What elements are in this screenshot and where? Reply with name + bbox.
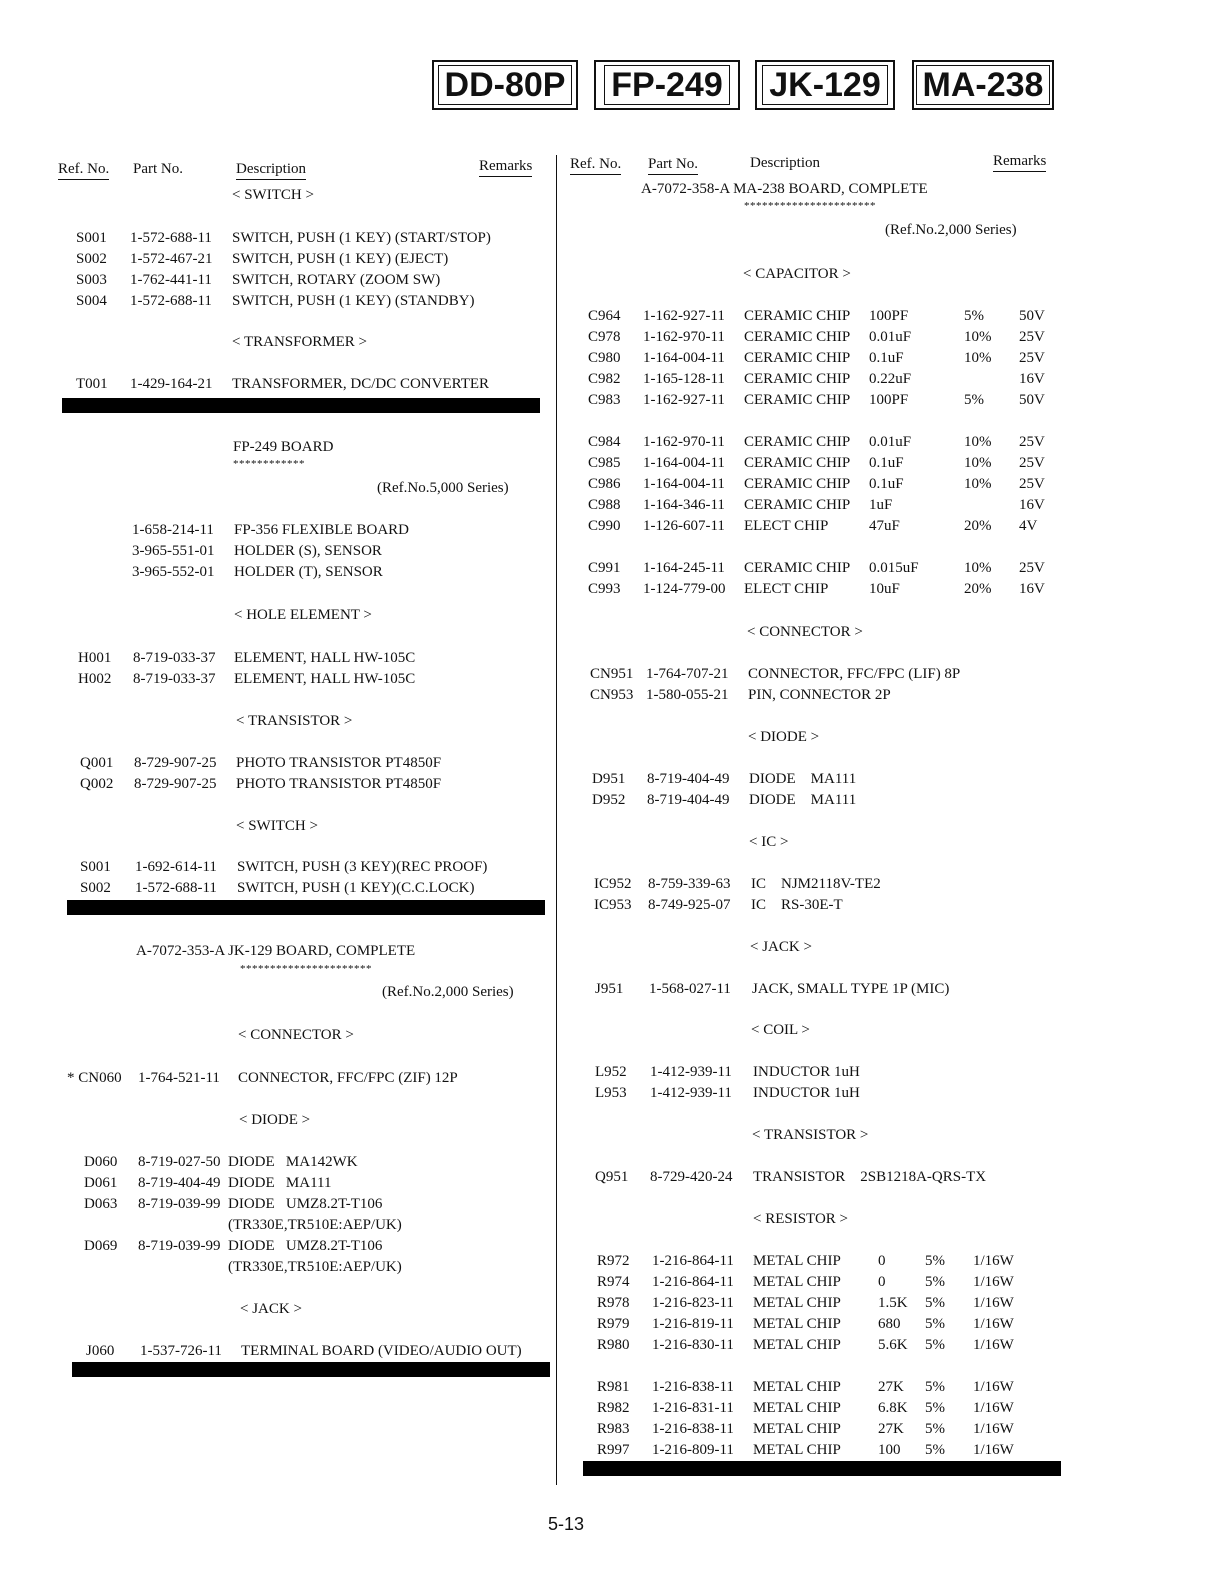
part-row-cell: S001 (80, 859, 111, 875)
part-row-cell: 1-764-521-11 (138, 1070, 220, 1086)
board-title-underline: ************ (233, 458, 305, 470)
capacitor-cell: 5% (964, 308, 984, 324)
resistor-cell: 5% (925, 1295, 945, 1311)
capacitor-cell: 20% (964, 518, 992, 534)
part-row-cell: PIN, CONNECTOR 2P (748, 687, 891, 703)
part-row-cell: 1-572-688-11 (135, 880, 217, 896)
capacitor-cell: CERAMIC CHIP (744, 560, 851, 576)
resistor-cell: R983 (597, 1421, 630, 1437)
part-row-cell: 1-572-467-21 (130, 251, 213, 267)
part-row-cell: INDUCTOR 1uH (753, 1064, 860, 1080)
section-heading: < JACK > (240, 1301, 302, 1317)
resistor-cell: 1/16W (973, 1379, 1014, 1395)
resistor-cell: METAL CHIP (753, 1295, 841, 1311)
capacitor-cell: C964 (588, 308, 621, 324)
right-col-part-header: Part No. (648, 156, 698, 175)
resistor-cell: R982 (597, 1400, 630, 1416)
board-title-underline: ********************** (744, 200, 876, 212)
resistor-cell: 5% (925, 1400, 945, 1416)
capacitor-cell: 0.1uF (869, 350, 904, 366)
part-row-cell: SWITCH, ROTARY (ZOOM SW) (232, 272, 441, 288)
resistor-cell: 1-216-809-11 (652, 1442, 734, 1458)
capacitor-cell: 1uF (869, 497, 893, 513)
part-row-cell: 3-965-551-01 (132, 543, 215, 559)
capacitor-cell: 16V (1019, 497, 1045, 513)
resistor-cell: R978 (597, 1295, 630, 1311)
capacitor-cell: 1-165-128-11 (643, 371, 725, 387)
section-heading: < TRANSISTOR > (752, 1127, 869, 1143)
part-row-cell: 8-719-039-99 (138, 1238, 221, 1254)
capacitor-cell: 1-164-004-11 (643, 350, 725, 366)
board-title: A-7072-353-A JK-129 BOARD, COMPLETE (136, 943, 416, 959)
part-row-cell: CN953 (590, 687, 634, 703)
resistor-cell: 100 (878, 1442, 901, 1458)
left-col-desc-header: Description (236, 161, 306, 180)
board-title-underline: ********************** (240, 963, 372, 975)
resistor-cell: METAL CHIP (753, 1442, 841, 1458)
part-row-cell: INDUCTOR 1uH (753, 1085, 860, 1101)
part-row-cell: 8-729-907-25 (134, 755, 217, 771)
capacitor-cell: ELECT CHIP (744, 581, 829, 597)
resistor-cell: 1/16W (973, 1274, 1014, 1290)
part-row-cell: JACK, SMALL TYPE 1P (MIC) (752, 981, 950, 997)
resistor-cell: 1-216-823-11 (652, 1295, 734, 1311)
part-row-cell: PHOTO TRANSISTOR PT4850F (236, 755, 442, 771)
capacitor-cell: C991 (588, 560, 621, 576)
series-note: (Ref.No.2,000 Series) (382, 984, 514, 1000)
capacitor-cell: 1-124-779-00 (643, 581, 726, 597)
resistor-cell: 0 (878, 1253, 886, 1269)
resistor-cell: METAL CHIP (753, 1274, 841, 1290)
part-row-cell: 8-719-033-37 (133, 650, 216, 666)
part-row-cell: IC953 (594, 897, 632, 913)
series-note: (Ref.No.2,000 Series) (885, 222, 1017, 238)
resistor-cell: METAL CHIP (753, 1316, 841, 1332)
left-col-ref-header: Ref. No. (58, 161, 109, 180)
capacitor-cell: 0.01uF (869, 434, 912, 450)
resistor-cell: 1-216-864-11 (652, 1253, 734, 1269)
board-title: A-7072-358-A MA-238 BOARD, COMPLETE (641, 181, 928, 197)
section-separator-bar (67, 900, 545, 915)
capacitor-cell: C984 (588, 434, 621, 450)
resistor-cell: 1-216-838-11 (652, 1421, 734, 1437)
part-row-cell: TERMINAL BOARD (VIDEO/AUDIO OUT) (241, 1343, 522, 1359)
capacitor-cell: 10uF (869, 581, 900, 597)
capacitor-cell: CERAMIC CHIP (744, 308, 851, 324)
model-badge-fp249: FP-249 (594, 60, 740, 110)
capacitor-cell: 16V (1019, 581, 1045, 597)
part-row-cell: IC RS-30E-T (751, 897, 843, 913)
part-row-cell: L953 (595, 1085, 627, 1101)
part-row-cell: 8-749-925-07 (648, 897, 731, 913)
resistor-cell: R997 (597, 1442, 630, 1458)
capacitor-cell: CERAMIC CHIP (744, 455, 851, 471)
part-row-cell: 1-572-688-11 (130, 230, 212, 246)
part-row-cell: 8-719-027-50 (138, 1154, 221, 1170)
capacitor-cell: 25V (1019, 560, 1045, 576)
part-row-cell: 8-719-039-99 (138, 1196, 221, 1212)
resistor-cell: 5% (925, 1337, 945, 1353)
capacitor-cell: CERAMIC CHIP (744, 392, 851, 408)
board-title: FP-249 BOARD (233, 439, 334, 455)
capacitor-cell: C983 (588, 392, 621, 408)
part-row-cell: 8-729-907-25 (134, 776, 217, 792)
part-row-cell: SWITCH, PUSH (1 KEY) (EJECT) (232, 251, 449, 267)
resistor-cell: 1/16W (973, 1295, 1014, 1311)
resistor-cell: METAL CHIP (753, 1337, 841, 1353)
section-heading: < DIODE > (748, 729, 820, 745)
section-separator-bar (583, 1461, 1061, 1476)
resistor-cell: 1.5K (878, 1295, 908, 1311)
resistor-cell: 5% (925, 1442, 945, 1458)
section-heading: < DIODE > (239, 1112, 311, 1128)
part-row-cell: S001 (76, 230, 107, 246)
capacitor-cell: 50V (1019, 392, 1045, 408)
part-row-cell: CONNECTOR, FFC/FPC (LIF) 8P (748, 666, 961, 682)
part-row-cell: 1-692-614-11 (135, 859, 217, 875)
resistor-cell: 27K (878, 1379, 904, 1395)
part-row-cell: PHOTO TRANSISTOR PT4850F (236, 776, 442, 792)
part-row-cell: Q001 (80, 755, 114, 771)
part-row-cell: Q002 (80, 776, 114, 792)
section-heading: < HOLE ELEMENT > (234, 607, 372, 623)
capacitor-cell: 1-164-245-11 (643, 560, 725, 576)
resistor-cell: METAL CHIP (753, 1379, 841, 1395)
part-row-cell: 8-719-404-49 (647, 792, 730, 808)
part-row-cell: 1-762-441-11 (130, 272, 212, 288)
part-row-cell: DIODE MA111 (749, 771, 857, 787)
capacitor-cell: ELECT CHIP (744, 518, 829, 534)
part-row-cell: CN951 (590, 666, 634, 682)
part-row-cell: ELEMENT, HALL HW-105C (234, 650, 416, 666)
resistor-cell: R979 (597, 1316, 630, 1332)
capacitor-cell: 25V (1019, 455, 1045, 471)
left-col-remarks-header: Remarks (479, 158, 532, 177)
resistor-cell: 1/16W (973, 1337, 1014, 1353)
capacitor-cell: 5% (964, 392, 984, 408)
resistor-cell: R972 (597, 1253, 630, 1269)
capacitor-cell: 25V (1019, 434, 1045, 450)
part-row-cell: Q951 (595, 1169, 629, 1185)
capacitor-cell: 1-164-004-11 (643, 476, 725, 492)
part-row-cell: 1-537-726-11 (140, 1343, 222, 1359)
capacitor-cell: 0.01uF (869, 329, 912, 345)
right-col-desc-header: Description (750, 155, 820, 171)
capacitor-cell: 25V (1019, 476, 1045, 492)
part-row-cell: HOLDER (S), SENSOR (234, 543, 382, 559)
resistor-cell: 1-216-830-11 (652, 1337, 734, 1353)
part-row-cell: J060 (86, 1343, 115, 1359)
resistor-cell: 1-216-864-11 (652, 1274, 734, 1290)
part-row-cell: IC NJM2118V-TE2 (751, 876, 881, 892)
part-row-cell: L952 (595, 1064, 627, 1080)
capacitor-cell: C990 (588, 518, 621, 534)
section-heading: < RESISTOR > (753, 1211, 848, 1227)
capacitor-cell: C986 (588, 476, 621, 492)
capacitor-cell: 1-162-970-11 (643, 434, 725, 450)
part-row-cell: S002 (80, 880, 111, 896)
column-divider (556, 155, 557, 1485)
capacitor-cell: C980 (588, 350, 621, 366)
part-row-cell: 1-429-164-21 (130, 376, 213, 392)
resistor-cell: 6.8K (878, 1400, 908, 1416)
resistor-cell: 1-216-831-11 (652, 1400, 734, 1416)
resistor-cell: 5% (925, 1253, 945, 1269)
section-heading: < JACK > (750, 939, 812, 955)
capacitor-cell: 10% (964, 350, 992, 366)
resistor-cell: 1-216-838-11 (652, 1379, 734, 1395)
capacitor-cell: 0.1uF (869, 476, 904, 492)
part-row-cell: SWITCH, PUSH (1 KEY)(C.C.LOCK) (237, 880, 475, 896)
capacitor-cell: CERAMIC CHIP (744, 371, 851, 387)
resistor-cell: 1/16W (973, 1442, 1014, 1458)
capacitor-cell: 25V (1019, 350, 1045, 366)
capacitor-cell: 1-162-927-11 (643, 308, 725, 324)
resistor-cell: 1-216-819-11 (652, 1316, 734, 1332)
resistor-cell: 0 (878, 1274, 886, 1290)
capacitor-cell: 0.22uF (869, 371, 912, 387)
part-row-cell: D951 (592, 771, 626, 787)
resistor-cell: 5.6K (878, 1337, 908, 1353)
part-row-cell: 8-719-033-37 (133, 671, 216, 687)
part-row-cell: * CN060 (67, 1070, 122, 1086)
part-row-cell: T001 (76, 376, 108, 392)
part-row-cell: S003 (76, 272, 107, 288)
capacitor-cell: 16V (1019, 371, 1045, 387)
model-badge-jk129: JK-129 (755, 60, 895, 110)
capacitor-cell: C988 (588, 497, 621, 513)
part-row-cell: 1-764-707-21 (646, 666, 729, 682)
part-row-cell: (TR330E,TR510E:AEP/UK) (228, 1259, 402, 1275)
part-row-cell: S004 (76, 293, 107, 309)
resistor-cell: 1/16W (973, 1421, 1014, 1437)
resistor-cell: 5% (925, 1379, 945, 1395)
part-row-cell: D061 (84, 1175, 118, 1191)
section-heading: < CONNECTOR > (238, 1027, 354, 1043)
part-row-cell: D063 (84, 1196, 118, 1212)
part-row-cell: 8-759-339-63 (648, 876, 731, 892)
part-row-cell: FP-356 FLEXIBLE BOARD (234, 522, 410, 538)
capacitor-cell: CERAMIC CHIP (744, 350, 851, 366)
capacitor-cell: C982 (588, 371, 621, 387)
series-note: (Ref.No.5,000 Series) (377, 480, 509, 496)
part-row-cell: 1-580-055-21 (646, 687, 729, 703)
capacitor-cell: C978 (588, 329, 621, 345)
part-row-cell: 8-719-404-49 (138, 1175, 221, 1191)
part-row-cell: SWITCH, PUSH (3 KEY)(REC PROOF) (237, 859, 488, 875)
part-row-cell: (TR330E,TR510E:AEP/UK) (228, 1217, 402, 1233)
part-row-cell: 1-412-939-11 (650, 1085, 732, 1101)
resistor-cell: 680 (878, 1316, 901, 1332)
section-separator-bar (72, 1362, 550, 1377)
section-heading: < IC > (749, 834, 789, 850)
part-row-cell: S002 (76, 251, 107, 267)
part-row-cell: SWITCH, PUSH (1 KEY) (STANDBY) (232, 293, 475, 309)
capacitor-cell: CERAMIC CHIP (744, 329, 851, 345)
part-row-cell: DIODE UMZ8.2T-T106 (228, 1238, 383, 1254)
part-row-cell: 1-658-214-11 (132, 522, 214, 538)
capacitor-cell: 47uF (869, 518, 900, 534)
part-row-cell: TRANSISTOR 2SB1218A-QRS-TX (753, 1169, 987, 1185)
part-row-cell: 1-572-688-11 (130, 293, 212, 309)
part-row-cell: CONNECTOR, FFC/FPC (ZIF) 12P (238, 1070, 458, 1086)
part-row-cell: TRANSFORMER, DC/DC CONVERTER (232, 376, 490, 392)
resistor-cell: R974 (597, 1274, 630, 1290)
capacitor-cell: 20% (964, 581, 992, 597)
model-badge-dd80p: DD-80P (432, 60, 578, 110)
part-row-cell: DIODE MA111 (749, 792, 857, 808)
capacitor-cell: C985 (588, 455, 621, 471)
capacitor-cell: 10% (964, 329, 992, 345)
resistor-cell: 5% (925, 1316, 945, 1332)
resistor-cell: R980 (597, 1337, 630, 1353)
part-row-cell: 3-965-552-01 (132, 564, 215, 580)
resistor-cell: 5% (925, 1421, 945, 1437)
model-badge-ma238: MA-238 (912, 60, 1054, 110)
part-row-cell: 1-568-027-11 (649, 981, 731, 997)
resistor-cell: METAL CHIP (753, 1421, 841, 1437)
section-heading: < TRANSFORMER > (232, 334, 368, 350)
capacitor-cell: 100PF (869, 308, 909, 324)
part-row-cell: H001 (78, 650, 112, 666)
page-number: 5-13 (548, 1514, 585, 1534)
capacitor-cell: 1-164-346-11 (643, 497, 725, 513)
part-row-cell: IC952 (594, 876, 632, 892)
part-row-cell: D069 (84, 1238, 118, 1254)
capacitor-cell: 1-162-970-11 (643, 329, 725, 345)
part-row-cell: SWITCH, PUSH (1 KEY) (START/STOP) (232, 230, 491, 246)
part-row-cell: 8-719-404-49 (647, 771, 730, 787)
part-row-cell: J951 (595, 981, 624, 997)
capacitor-cell: CERAMIC CHIP (744, 434, 851, 450)
capacitor-cell: 1-162-927-11 (643, 392, 725, 408)
right-col-remarks-header: Remarks (993, 153, 1046, 172)
part-row-cell: 1-412-939-11 (650, 1064, 732, 1080)
capacitor-cell: 25V (1019, 329, 1045, 345)
part-row-cell: DIODE MA142WK (228, 1154, 358, 1170)
section-heading: < CONNECTOR > (747, 624, 863, 640)
resistor-cell: R981 (597, 1379, 630, 1395)
right-col-ref-header: Ref. No. (570, 156, 621, 175)
resistor-cell: 5% (925, 1274, 945, 1290)
resistor-cell: 1/16W (973, 1400, 1014, 1416)
capacitor-cell: 0.1uF (869, 455, 904, 471)
capacitor-cell: 1-164-004-11 (643, 455, 725, 471)
left-col-part-header: Part No. (133, 161, 183, 177)
part-row-cell: D952 (592, 792, 626, 808)
capacitor-cell: 50V (1019, 308, 1045, 324)
section-heading: < COIL > (751, 1022, 810, 1038)
capacitor-cell: 0.015uF (869, 560, 919, 576)
part-row-cell: D060 (84, 1154, 118, 1170)
capacitor-cell: CERAMIC CHIP (744, 476, 851, 492)
capacitor-cell: CERAMIC CHIP (744, 497, 851, 513)
section-heading: < CAPACITOR > (743, 266, 851, 282)
part-row-cell: HOLDER (T), SENSOR (234, 564, 383, 580)
resistor-cell: 1/16W (973, 1253, 1014, 1269)
resistor-cell: 27K (878, 1421, 904, 1437)
resistor-cell: METAL CHIP (753, 1400, 841, 1416)
part-row-cell: DIODE MA111 (228, 1175, 332, 1191)
capacitor-cell: 10% (964, 560, 992, 576)
capacitor-cell: 100PF (869, 392, 909, 408)
section-heading: < SWITCH > (232, 187, 314, 203)
section-heading: < SWITCH > (236, 818, 318, 834)
part-row-cell: H002 (78, 671, 112, 687)
capacitor-cell: 10% (964, 455, 992, 471)
section-separator-bar (62, 398, 540, 413)
capacitor-cell: C993 (588, 581, 621, 597)
capacitor-cell: 4V (1019, 518, 1038, 534)
part-row-cell: ELEMENT, HALL HW-105C (234, 671, 416, 687)
resistor-cell: METAL CHIP (753, 1253, 841, 1269)
capacitor-cell: 10% (964, 476, 992, 492)
section-heading: < TRANSISTOR > (236, 713, 353, 729)
capacitor-cell: 10% (964, 434, 992, 450)
part-row-cell: DIODE UMZ8.2T-T106 (228, 1196, 383, 1212)
part-row-cell: 8-729-420-24 (650, 1169, 733, 1185)
resistor-cell: 1/16W (973, 1316, 1014, 1332)
capacitor-cell: 1-126-607-11 (643, 518, 725, 534)
